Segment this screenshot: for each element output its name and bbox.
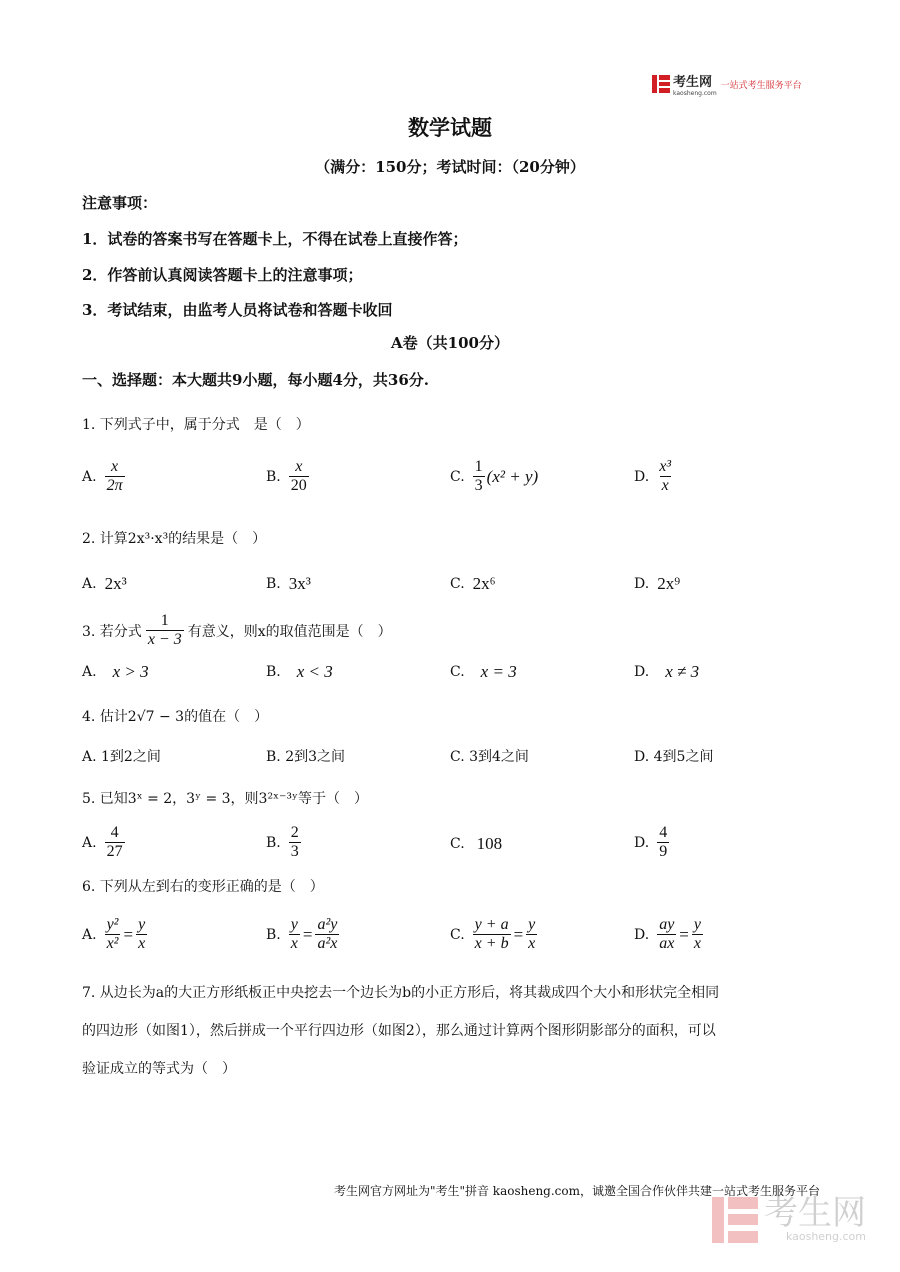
q5-option-c[interactable]: C. 108 <box>450 834 503 853</box>
note-item: 3．考试结束，由监考人员将试卷和答题卡收回 <box>82 301 393 319</box>
watermark-domain: kaosheng.com <box>785 1230 866 1243</box>
q5-option-b[interactable]: B. $\frac{2}{3}$ <box>266 824 299 860</box>
note-item: 1．试卷的答案书写在答题卡上，不得在试卷上直接作答； <box>82 230 468 248</box>
exam-info: （满分：150分；考试时间：（20分钟） <box>315 158 585 176</box>
section-a-heading: A卷（共100分） <box>391 334 509 352</box>
logo-slogan: 一站式考生服务平台 <box>720 80 802 91</box>
kaosheng-logo-icon <box>652 75 670 93</box>
page-title: 数学试题 <box>408 115 492 140</box>
q2-option-c[interactable]: C. 2x⁶ <box>450 574 496 593</box>
q3-option-a[interactable]: A. x > 3 <box>82 662 149 681</box>
question-7-line: 的四边形（如图1），然后拼成一个平行四边形（如图2），那么通过计算两个图形阴影部分的面积，可以 <box>82 1023 716 1039</box>
question-7-line: 验证成立的等式为（ ） <box>82 1061 236 1077</box>
question-7-stem <box>82 974 822 1088</box>
question-4-stem: 4. 估计2√7 − 3的值在（ ） <box>82 709 269 725</box>
q5-option-d[interactable]: D. $\frac{4}{9}$ <box>634 824 668 860</box>
q2-option-b[interactable]: B. 3x³ <box>266 574 311 593</box>
question-3-stem: 3. 若分式 $\frac{1}{x - 3}$ 有意义，则x的取值范围是（ ） <box>82 612 392 648</box>
question-5-stem: 5. 已知3ˣ = 2，3ʸ = 3，则3²ˣ⁻³ʸ等于（ ） <box>82 791 368 807</box>
q3-option-c[interactable]: C. x = 3 <box>450 662 517 681</box>
q1-option-d[interactable]: D. $\frac{\text{x³}}{x}$ <box>634 458 672 494</box>
q6-option-b[interactable]: B. $\frac{y}{x}$ = $\frac{\text{a²y}}{\text{a²x}}$ <box>266 916 338 952</box>
q3-option-b[interactable]: B. x < 3 <box>266 662 333 681</box>
q4-option-c[interactable]: C. 3到4之间 <box>450 749 529 765</box>
header-logo <box>652 72 802 96</box>
q1-option-b[interactable]: B. $\frac{x}{20}$ <box>266 458 307 494</box>
note-item: 2．作答前认真阅读答题卡上的注意事项； <box>82 266 363 284</box>
q4-option-d[interactable]: D. 4到5之间 <box>634 749 714 765</box>
logo-brand: 考生网 <box>673 75 713 90</box>
watermark-brand: 考生网 <box>764 1193 866 1233</box>
section-one-heading: 一、选择题：本大题共9小题，每小题4分，共36分. <box>82 371 429 389</box>
q6-option-c[interactable]: C. $\frac{y + a}{x + b}$ = $\frac{y}{x}$ <box>450 916 536 952</box>
question-6-stem: 6. 下列从左到右的变形正确的是（ ） <box>82 879 324 895</box>
notes-heading: 注意事项： <box>82 194 158 212</box>
q5-option-a[interactable]: A. $\frac{4}{27}$ <box>82 824 123 860</box>
q6-option-a[interactable]: A. $\frac{\text{y²}}{\text{x²}}$ = $\frac{y}{x}$ <box>82 916 146 952</box>
q3-option-d[interactable]: D. x ≠ 3 <box>634 662 700 681</box>
q2-option-a[interactable]: A. 2x³ <box>82 574 127 593</box>
watermark <box>712 1193 866 1243</box>
q4-option-a[interactable]: A. 1到2之间 <box>82 749 161 765</box>
q2-option-d[interactable]: D. 2x⁹ <box>634 574 681 593</box>
kaosheng-watermark-icon <box>712 1197 758 1243</box>
q1-option-c[interactable]: C. $\frac{1}{3}$ (x² + y) <box>450 458 539 494</box>
q4-option-b[interactable]: B. 2到3之间 <box>266 749 346 765</box>
question-2-stem: 2. 计算2x³·x³的结果是（ ） <box>82 531 267 547</box>
question-7-line: 7. 从边长为a的大正方形纸板正中央挖去一个边长为b的小正方形后，将其裁成四个大小和形状完全相同 <box>82 985 720 1001</box>
logo-domain: kaosheng.com <box>673 90 717 97</box>
q6-option-d[interactable]: D. $\frac{ay}{ax}$ = $\frac{y}{x}$ <box>634 916 701 952</box>
question-1-stem: 1. 下列式子中，属于分式 是（ ） <box>82 417 310 433</box>
footer-text: 考生网官方网址为"考生"拼音 kaosheng.com，诚邀全国合作伙伴共建一站式考生服务平台 <box>333 1184 820 1198</box>
q1-option-a[interactable]: A. $\frac{x}{2\pi}$ <box>82 458 123 494</box>
